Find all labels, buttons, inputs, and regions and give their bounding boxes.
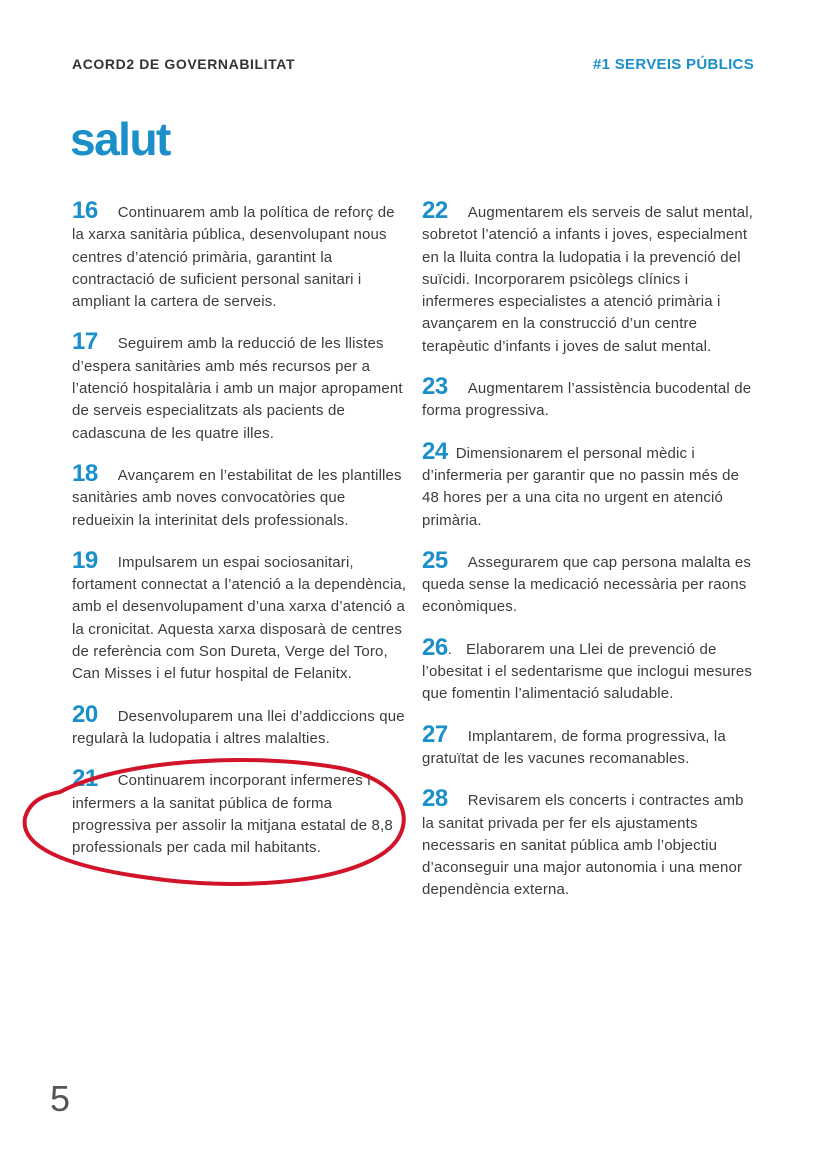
section-header: #1 SERVEIS PÚBLICS bbox=[592, 56, 754, 73]
list-item bbox=[422, 720, 756, 771]
item-number: 20 bbox=[72, 700, 98, 728]
list-item bbox=[72, 328, 408, 444]
item-text: Avançarem en l’estabilitat de les plantilles sanitàries amb noves convocatòries que redueixin la interinitat dels professionals. bbox=[72, 466, 402, 529]
item-number: 22 bbox=[422, 197, 448, 224]
list-item bbox=[72, 765, 408, 859]
item-text: Implantarem, de forma progressiva, la gratuïtat de les vacunes recomanables. bbox=[422, 727, 726, 767]
item-text: Assegurarem que cap persona malalta es queda sense la medicació necessària per raons econòmiques. bbox=[422, 553, 752, 616]
item-number: 19 bbox=[72, 546, 98, 574]
item-text: Desenvoluparem una llei d’addiccions que regularà la ludopatia i altres malalties. bbox=[72, 707, 405, 747]
item-text: Seguirem amb la reducció de les llistes d’espera sanitàries amb més recursos per a l’atenció hospitalària i amb un major apropament de serveis especialitzats als pacients de cadascuna de les quatre illes. bbox=[72, 335, 403, 442]
item-number: 17 bbox=[72, 328, 98, 356]
list-item bbox=[72, 459, 408, 532]
item-text: Elaborarem una Llei de prevenció de l’obesitat i el sedentarisme que inclogui mesures que fomentin l’alimentació saludable. bbox=[422, 640, 753, 703]
list-item bbox=[72, 546, 408, 686]
item-number: 26 bbox=[422, 633, 448, 661]
item-number: 21 bbox=[72, 765, 98, 793]
list-item bbox=[422, 633, 756, 706]
list-item bbox=[422, 373, 756, 423]
item-number: 16 bbox=[72, 197, 98, 224]
item-number-separator: . bbox=[447, 640, 453, 658]
list-item bbox=[422, 437, 756, 532]
item-text: Continuarem amb la política de reforç de la xarxa sanitària pública, desenvolupant nous centres d’atenció primària, garantint la contractació de suficient personal sanitari i ampliant la cartera de serveis. bbox=[72, 204, 395, 311]
item-text: Augmentarem l’assistència bucodental de forma progressiva. bbox=[422, 380, 752, 420]
document-header-title: ACORD2 DE GOVERNABILITAT bbox=[72, 56, 296, 72]
page-title: salut bbox=[70, 113, 170, 165]
item-number: 24 bbox=[422, 437, 448, 465]
item-text: Revisarem els concerts i contractes amb la sanitat privada per fer els ajustaments necessaris en sanitat pública amb l’objectiu d’aconseguir una major autonomia i una menor dependència externa. bbox=[422, 792, 744, 899]
left-column bbox=[72, 197, 408, 877]
item-text: Dimensionarem el personal mèdic i d’infermeria per garantir que no passin més de 48 hores per a una cita no urgent en atenció primària. bbox=[422, 444, 740, 529]
item-number: 28 bbox=[422, 785, 448, 813]
item-text: Continuarem incorporant infermeres i infermers a la sanitat pública de forma progressiva per assolir la mitjana estatal de 8,8 professionals per cada mil habitants. bbox=[72, 772, 393, 857]
list-item bbox=[422, 546, 756, 619]
list-item bbox=[72, 197, 408, 313]
list-item bbox=[422, 785, 756, 901]
list-item-highlighted bbox=[72, 700, 408, 751]
item-number: 23 bbox=[422, 373, 448, 401]
item-number: 18 bbox=[72, 459, 98, 487]
page-number: 5 bbox=[50, 1078, 71, 1119]
item-number: 27 bbox=[422, 720, 448, 748]
list-item bbox=[422, 197, 756, 358]
right-column bbox=[422, 197, 756, 920]
item-text: Augmentarem els serveis de salut mental, sobretot l’atenció a infants i joves, especialment en la lluita contra la ludopatia i la prevenció del suïcidi. Incorporarem psicòlegs clínics i infermeres especialistes a atenció primària i avançarem en la construcció d’un centre terapèutic d’infants i joves de salut mental. bbox=[422, 204, 753, 355]
item-number: 25 bbox=[422, 546, 448, 574]
item-text: Impulsarem un espai sociosanitari, fortament connectat a l’atenció a la dependència, amb el desenvolupament d’una xarxa d’atenció a la cronicitat. Aquesta xarxa disposarà de centres de referència com Son Dureta, Verge del Toro, Can Misses i el futur hospital de Felanitx. bbox=[72, 553, 407, 683]
